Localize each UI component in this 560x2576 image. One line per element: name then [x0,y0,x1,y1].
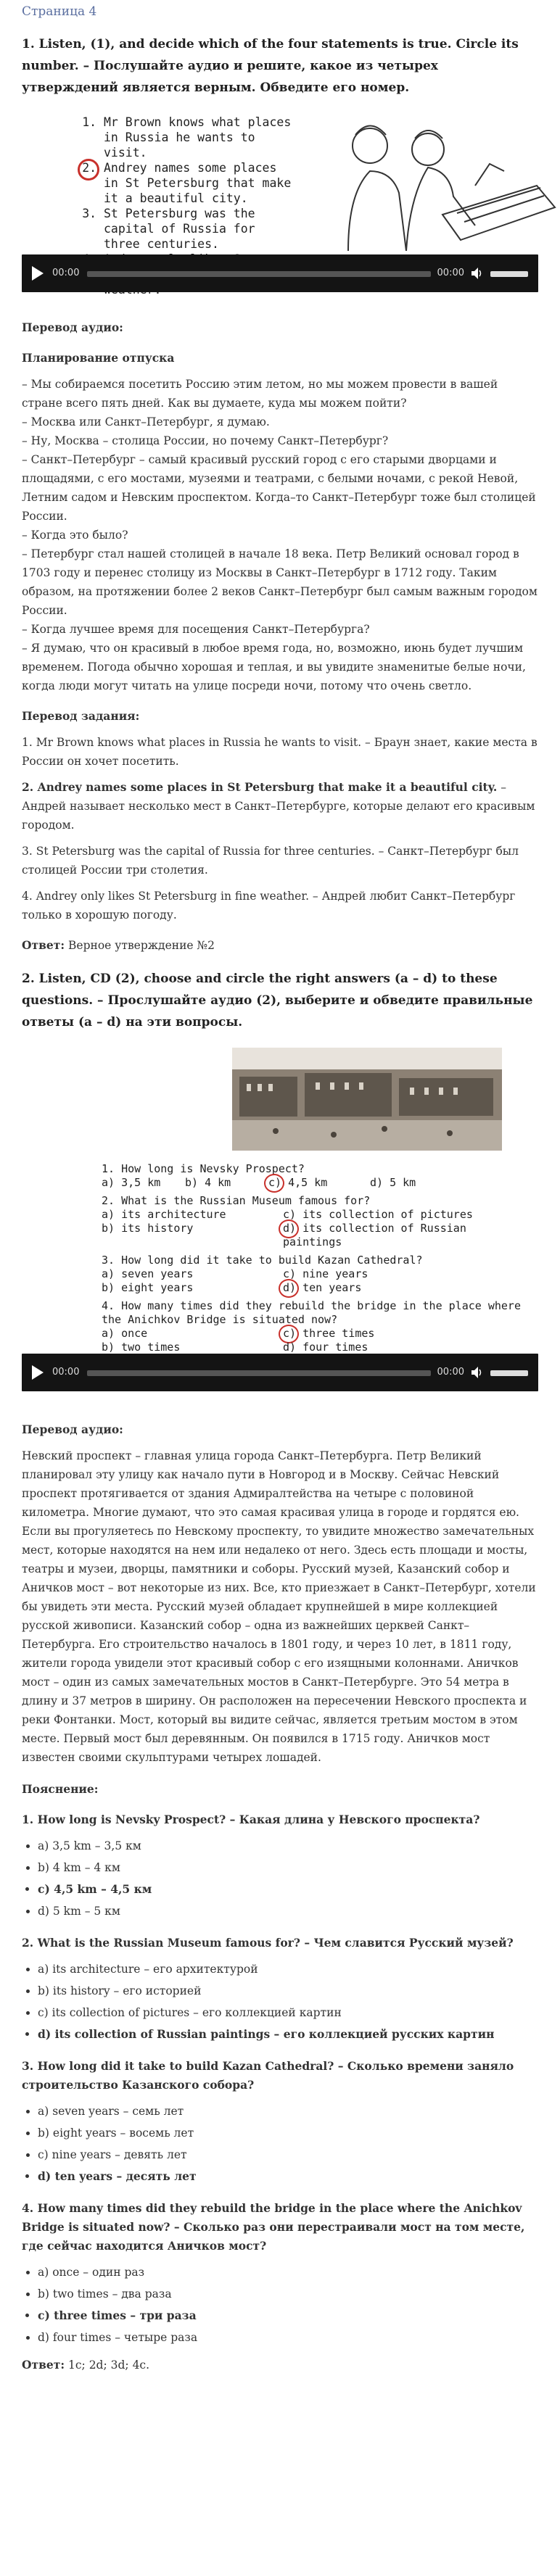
dialogue-line: – Мы собираемся посетить Россию этим летом, но мы можем провести в вашей стране всего пять дней. Как вы думаете, куда мы можем пойти? [22,378,498,410]
task1-title: 1. Listen, (1), and decide which of the four statements is true. Circle its number. – Послушайте аудио и решите, какое из четырех утверждений является верным. Обведите его номер. [22,37,519,95]
option: • c) nine years – девять лет [38,2144,538,2166]
volume-slider[interactable] [490,271,528,277]
dialogue-line: – Когда это было? [22,529,128,542]
dialogue-line: – Москва или Санкт–Петербург, я думаю. [22,415,270,428]
answer-2: Ответ: 1c; 2d; 3d; 4c. [22,2358,150,2372]
option: • a) once – один раз [38,2261,538,2283]
option: • a) 3,5 km – 3,5 км [38,1835,538,1857]
play-icon[interactable] [32,1365,44,1380]
dialogue [22,375,538,695]
circled-option: c) three times [283,1327,406,1341]
audio-duration: 00:00 [437,1367,464,1378]
correct-option: • d) its collection of Russian paintings – его коллекцией русских картин [38,2024,538,2045]
question-3: 3. How long did it take to build Kazan Cathedral? a) seven years c) nine years b) eight years d) ten years [102,1254,522,1295]
circled-option: c) 4,5 km [268,1176,370,1190]
option: • d) four times – четыре раза [38,2327,538,2348]
correct-option: • c) 4,5 km – 4,5 км [38,1879,538,1900]
statement-2: 2. Andrey names some places in St Petersburg that make it a beautiful city. [104,160,294,206]
statement-3: 3. St Petersburg was the capital of Russia for three centuries. [104,206,294,252]
question-1: 1. How long is Nevsky Prospect? a) 3,5 km b) 4 km c) 4,5 km d) 5 km [102,1162,522,1190]
task2-figure [22,1042,538,1354]
circled-option: d) its collection of Russian paintings [283,1222,515,1249]
audio-translation-heading-2: Перевод аудио: [22,1422,123,1436]
explanation-block-3: 3. How long did it take to build Kazan Cathedral? – Сколько времени заняло строительство Казанского собора? • a) seven years – семь лет • b) eight years – восемь лет • c) nine years – девять лет • d) ten years – десять лет [22,2057,538,2187]
audio-current-time: 00:00 [52,268,80,278]
dialogue-title: Планирование отпуска [22,351,175,365]
correct-option: • c) three times – три раза [38,2305,538,2327]
audio-translation-heading: Перевод аудио: [22,320,123,334]
task-translation-item: 4. Andrey only likes St Petersburg in fine weather. – Андрей любит Санкт–Петербург только в хорошую погоду. [22,890,516,922]
task-translation-item: 2. Andrey names some places in St Petersburg that make it a beautiful city. – Андрей называет несколько мест в Санкт–Петербурге, которые делают его красивым городом. [22,780,535,832]
volume-icon[interactable] [470,1365,483,1380]
listening-people-illustration [319,106,559,251]
question-4: 4. How many times did they rebuild the bridge in the place where the Anichkov Bridge is situated now? a) once c) three times b) two times d) four times [102,1299,521,1354]
task1-figure [22,106,538,254]
explanation-heading: Пояснение: [22,1782,99,1796]
option: • c) its collection of pictures – его коллекцией картин [38,2002,538,2024]
task2-questions [102,1158,522,1354]
circled-option: d) ten years [283,1281,406,1295]
task-translation-item: 3. St Petersburg was the capital of Russia for three centuries. – Санкт–Петербург был столицей России три столетия. [22,845,519,877]
audio-duration: 00:00 [437,268,464,278]
audio-progress-bar[interactable] [87,271,431,277]
explanation-block-1: 1. How long is Nevsky Prospect? – Какая длина у Невского проспекта? • a) 3,5 km – 3,5 км • b) 4 km – 4 км • c) 4,5 km – 4,5 км • d) 5 km – 5 км [22,1810,538,1922]
volume-icon[interactable] [470,266,483,281]
audio-current-time: 00:00 [52,1367,80,1378]
option: • a) its architecture – его архитектурой [38,1958,538,1980]
explanation-block-4: 4. How many times did they rebuild the bridge in the place where the Anichkov Bridge is situated now? – Сколько раз они перестраивали мост на том месте, где сейчас находится Аничков мост? • a) once – один раз • b) two times – два раза • c) three times – три раза • d) four times – четыре раза [22,2199,538,2348]
option: • d) 5 km – 5 км [38,1900,538,1922]
play-icon[interactable] [32,266,44,281]
volume-slider[interactable] [490,1370,528,1376]
audio-translation-text: Невский проспект – главная улица города Санкт–Петербурга. Петр Великий планировал эту улицу как начало пути в Новгород и в Москву. Сейчас Невский проспект протягивается от здания Адмиралтейства на четыре с половиной километра. Многие думают, что это самая красивая улица в городе и гордятся ею. Если вы прогуляетесь по Невскому проспекту, то увидите множество замечательных мест, которые находятся на нем или недалеко от него. Здесь есть площади и мосты, театры и музеи, дворцы, памятники и соборы. Русский музей, Казанский собор и Аничков мост – вот некоторые из них. Все, кто приезжает в Санкт–Петербург, хотели бы увидеть эти места. Русский музей обладает крупнейшей в мире коллекцией русской живописи. Казанский собор – одна из важнейших церквей Санкт–Петербурга. Его строительство началось в 1801 году, и через 10 лет, в 1811 году, жители города увидели этот красивый собор с его изящными колоннами. Аничков мост – один из самых замечательных мостов в Санкт–Петербурге. Это 54 метра в длину и 37 метров в ширину. Он расположен на пересечении Невского проспекта и реки Фонтанки. Мост, который вы видите сейчас, является третьим мостом в этом месте. Первый мост был деревянным. Он появился в 1715 году. Аничков мост известен своими скульптурами четырех лошадей. [22,1449,536,1764]
answer-1: Ответ: Верное утверждение №2 [22,938,215,952]
audio-progress-bar[interactable] [87,1370,431,1376]
dialogue-line: – Ну, Москва – столица России, но почему Санкт–Петербург? [22,434,389,447]
dialogue-line: – Я думаю, что он красивый в любое время года, но, возможно, июнь будет лучшим временем. Погода обычно хорошая и теплая, и вы увидите знаменитые белые ночи, когда люди могут читать на улице посреди ночи, потому что очень светло. [22,642,526,692]
statement-1: 1. Mr Brown knows what places in Russia he wants to visit. [104,115,294,160]
option: • a) seven years – семь лет [38,2100,538,2122]
dialogue-line: – Когда лучшее время для посещения Санкт–Петербурга? [22,623,370,636]
audio-player-2 [22,1354,538,1391]
option: • b) two times – два раза [38,2283,538,2305]
nevsky-prospect-photo [232,1048,502,1151]
dialogue-line: – Санкт–Петербург – самый красивый русский город с его старыми дворцами и площадями, с его мостами, музеями и театрами, с белыми ночами, с рекой Невой, Летним садом и Невским проспектом. Когда–то Санкт–Петербург тоже был столицей России. [22,453,536,523]
task-translation-heading: Перевод задания: [22,709,140,723]
dialogue-line: – Петербург стал нашей столицей в начале 18 века. Петр Великий основал город в 1703 году и перенес столицу из Москвы в Санкт–Петербург в 1712 году. Таким образом, на протяжении более 2 веков Санкт–Петербург был самым важным городом России. [22,547,538,617]
question-2: 2. What is the Russian Museum famous for? a) its architecture c) its collection of pictures b) its history d) its collection of Russian paintings [102,1194,522,1249]
correct-option: • d) ten years – десять лет [38,2166,538,2187]
audio-player-1 [22,254,538,292]
option: • b) eight years – восемь лет [38,2122,538,2144]
option: • b) 4 km – 4 км [38,1857,538,1879]
breadcrumb[interactable]: Страница 4 [22,4,97,19]
task2-title: 2. Listen, CD (2), choose and circle the right answers (a – d) to these questions. – Прослушайте аудио (2), выберите и обведите правильные ответы (a – d) на эти вопросы. [22,972,533,1030]
option: • b) its history – его историей [38,1980,538,2002]
task-translation-item: 1. Mr Brown knows what places in Russia he wants to visit. – Браун знает, какие места в России он хочет посетить. [22,736,538,768]
explanation-block-2: 2. What is the Russian Museum famous for? – Чем славится Русский музей? • a) its architecture – его архитектурой • b) its history – его историей • c) its collection of pictures – его коллекцией картин • d) its collection of Russian paintings – его коллекцией русских картин [22,1934,538,2045]
